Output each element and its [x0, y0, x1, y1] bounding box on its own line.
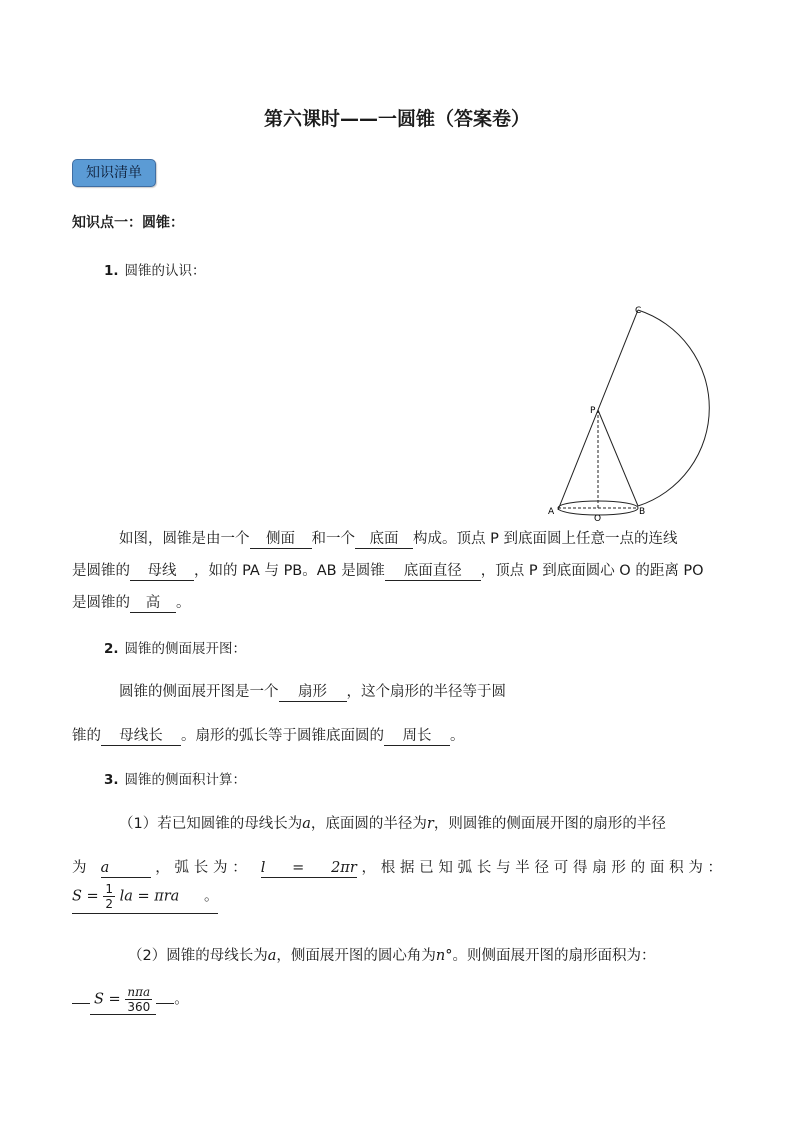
p4-text-3: 。则侧面展开图的扇形面积为： — [452, 948, 656, 964]
label-a: A — [548, 507, 555, 517]
section-3-label: 圆锥的侧面积计算： — [124, 772, 247, 788]
p2-line2 — [72, 724, 465, 746]
section-2-label: 圆锥的侧面展开图： — [124, 641, 247, 657]
section-2-heading — [104, 637, 246, 657]
p3-text-5: ，弧长为： — [150, 860, 252, 876]
var-a: a — [302, 816, 311, 832]
answer-generatrix: 母线 — [130, 563, 194, 581]
p3-line2 — [72, 856, 722, 878]
p2-text-2: ，这个扇形的半径等于圆 — [346, 684, 506, 700]
p1-text-8: 。 — [176, 595, 191, 611]
p1-text-1: 如图，圆锥是由一个 — [119, 531, 250, 547]
var-r: r — [426, 816, 434, 832]
fraction-numerator-2: nπa — [125, 985, 152, 1000]
fraction-denominator-2: 360 — [127, 1000, 151, 1014]
answer-base-diameter: 底面直径 — [385, 563, 481, 581]
p2-text-3: 锥的 — [72, 728, 101, 744]
section-1-heading — [104, 259, 206, 279]
p3-text-2: ，底面圆的半径为 — [310, 816, 427, 832]
label-b: B — [639, 507, 646, 517]
p4-line1 — [128, 944, 655, 965]
section-1-number: 1. — [104, 263, 119, 279]
formula-s-2: S = — [94, 991, 121, 1008]
answer-sector: 扇形 — [279, 684, 347, 702]
section-1-label: 圆锥的认识： — [124, 263, 206, 279]
answer-side-surface: 侧面 — [250, 531, 312, 549]
knowledge-list-badge: 知识清单 — [72, 159, 156, 187]
fraction-numerator: 1 — [105, 882, 113, 896]
answer-height: 高 — [130, 595, 176, 613]
fraction-n-pi-a — [125, 985, 152, 1014]
answer-radius: a — [101, 860, 151, 878]
p4-text-2: ，侧面展开图的圆心角为 — [276, 948, 436, 964]
fraction-one-half — [103, 882, 115, 911]
p3-text-3: ，则圆锥的侧面展开图的扇形的半径 — [433, 816, 666, 832]
section-3-heading — [104, 768, 246, 788]
p1-text-7: 是圆锥的 — [72, 595, 130, 611]
p3-text-7: 。 — [203, 888, 219, 905]
page-title: 第六课时——一圆锥（答案卷） — [263, 108, 530, 130]
answer-generatrix-length: 母线长 — [101, 728, 181, 746]
p4-text-4: 。 — [174, 991, 189, 1008]
formula-s: S = — [72, 888, 99, 905]
label-o: O — [594, 514, 602, 524]
p2-text-1: 圆锥的侧面展开图是一个 — [119, 684, 279, 700]
slant-line-pb — [598, 410, 638, 506]
p3-line1 — [119, 812, 666, 833]
var-a-2: a — [267, 948, 277, 964]
section-3-number: 3. — [104, 772, 119, 788]
p2-line1 — [119, 680, 506, 702]
p3-text-1: （1）若已知圆锥的母线长为 — [119, 816, 303, 832]
p1-text-6: ，顶点 P 到底面圆心 O 的距离 PO — [480, 563, 704, 579]
knowledge-point-heading: 知识点一：圆锥： — [72, 215, 184, 231]
p1-line3 — [72, 591, 191, 613]
p3-line3 — [72, 882, 218, 914]
var-n-degree: n° — [435, 948, 453, 964]
p1-line2 — [72, 559, 704, 581]
formula-rest: la = πra — [119, 888, 180, 905]
section-2-number: 2. — [104, 641, 119, 657]
p4-text-1: （2）圆锥的母线长为 — [128, 948, 268, 964]
p1-line1 — [119, 527, 677, 549]
answer-arc-length: l = 2πr — [260, 860, 357, 876]
cone-diagram — [540, 298, 720, 526]
answer-base: 底面 — [355, 531, 413, 549]
label-p: P — [590, 406, 596, 416]
formula-sector-area — [90, 985, 156, 1015]
p1-text-3: 构成。顶点 P 到底面圆上任意一点的连线 — [413, 531, 678, 547]
answer-circumference: 周长 — [384, 728, 450, 746]
p1-text-5: ，如的 PA 与 PB。AB 是圆锥 — [194, 563, 385, 579]
p2-text-4: 。扇形的弧长等于圆锥底面圆的 — [181, 728, 384, 744]
p1-text-4: 是圆锥的 — [72, 563, 130, 579]
label-c: C — [635, 306, 642, 316]
p2-text-5: 。 — [450, 728, 465, 744]
p4-line2 — [72, 985, 189, 1015]
fraction-denominator: 2 — [105, 897, 113, 911]
p1-text-2: 和一个 — [311, 531, 355, 547]
p3-text-4: 为 — [72, 860, 92, 876]
sector-arc — [638, 310, 709, 506]
p3-text-6: ，根据已知弧长与半径可得扇形的面积为： — [356, 860, 723, 876]
